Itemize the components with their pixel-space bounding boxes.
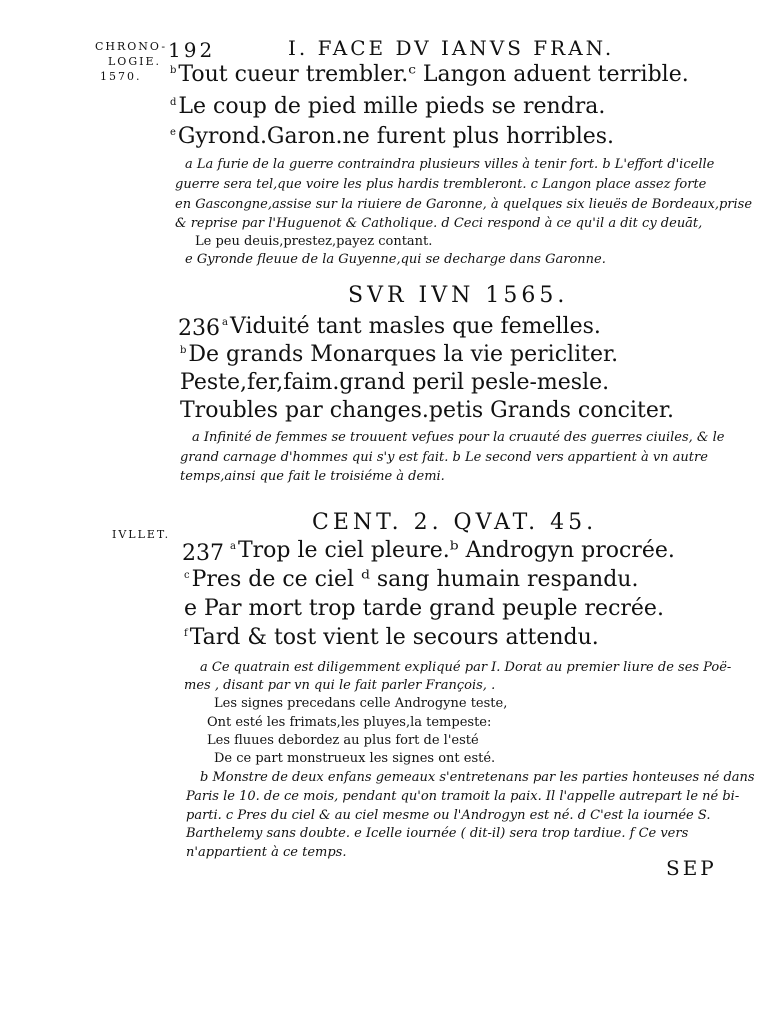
margin-chronologie-cont: LOGIE. <box>108 55 161 68</box>
section-title: CENT. 2. QVAT. 45. <box>312 510 598 535</box>
commentary-line: grand carnage d'hommes qui s'y est fait. b Le second vers appartient à vn autre <box>180 450 708 465</box>
commentary-line: Paris le 10. de ce mois, pendant qu'on tramoit la paix. Il l'appelle autrepart le né bi- <box>186 789 740 804</box>
commentary-line: temps,ainsi que fait le troisiéme à demi. <box>180 469 445 484</box>
quoted-verse: Les signes precedans celle Androgyne teste, <box>214 696 508 711</box>
quatrain-number: 236 <box>178 316 220 341</box>
commentary-line: Barthelemy sans doubte. e Icelle iournée ( dit-il) sera trop tardiue. f Ce vers <box>186 826 689 841</box>
commentary-line: n'appartient à ce temps. <box>186 845 347 860</box>
margin-chronologie: CHRONO- <box>95 40 168 53</box>
margin-month: IVLLET. <box>112 528 171 541</box>
verse-line: $^b$Tout cueur trembler.ᶜ Langon aduent terrible. <box>170 62 689 87</box>
quoted-verse: Les fluues debordez au plus fort de l'esté <box>207 733 479 748</box>
commentary-line: a Ce quatrain est diligemment expliqué par I. Dorat au premier liure de ses Poë- <box>200 660 732 675</box>
commentary-line: mes , disant par vn qui le fait parler François, . <box>184 678 496 693</box>
verse-line: e Par mort trop tarde grand peuple recrée. <box>184 596 664 621</box>
verse-line: $^b$De grands Monarques la vie pericliter. <box>180 342 619 367</box>
section-title: SVR IVN 1565. <box>348 283 569 308</box>
commentary-line: a Infinité de femmes se trouuent vefues pour la cruauté des guerres ciuiles, & le <box>192 430 725 445</box>
quoted-verse: De ce part monstrueux les signes ont esté. <box>214 751 496 766</box>
verse-line: $^a$Trop le ciel pleure.ᵇ Androgyn procrée. <box>230 538 675 563</box>
verse-line: $^c$Pres de ce ciel ᵈ sang humain respandu. <box>184 567 639 592</box>
verse-line: $^d$Le coup de pied mille pieds se rendra. <box>170 94 606 119</box>
verse-line: Troubles par changes.petis Grands conciter. <box>180 398 674 423</box>
commentary-line: & reprise par l'Huguenot & Catholique. d Ceci respond à ce qu'il a dit cy deuāt, <box>175 216 703 231</box>
quoted-verse: Le peu deuis,prestez,payez contant. <box>195 234 433 249</box>
commentary-line: en Gascongne,assise sur la riuiere de Garonne, à quelques six lieuës de Bordeaux,prise <box>175 197 753 212</box>
commentary-line: parti. c Pres du ciel & au ciel mesme ou l'Androgyn est né. d C'est la iournée S. <box>186 808 711 823</box>
verse-line: $^e$Gyrond.Garon.ne furent plus horribles. <box>170 124 615 149</box>
commentary-line: guerre sera tel,que voire les plus hardis trembleront. c Langon place assez forte <box>175 177 707 192</box>
page-number: 192 <box>168 38 216 62</box>
commentary-line: a La furie de la guerre contraindra plusieurs villes à tenir fort. b L'effort d'icelle <box>185 157 715 172</box>
verse-line: $^a$Viduité tant masles que femelles. <box>222 314 601 339</box>
verse-line: Peste,fer,faim.grand peril pesle-mesle. <box>180 370 610 395</box>
quatrain-number: 237 <box>182 541 224 566</box>
quoted-verse: Ont esté les frimats,les pluyes,la tempeste: <box>207 715 492 730</box>
margin-year: 1570. <box>100 70 142 83</box>
commentary-line: b Monstre de deux enfans gemeaux s'entretenans par les parties honteuses né dans <box>200 770 755 785</box>
verse-line: $^f$Tard & tost vient le secours attendu. <box>184 625 599 650</box>
catchword: SEP <box>666 856 717 880</box>
commentary-line: e Gyronde fleuue de la Guyenne,qui se decharge dans Garonne. <box>185 252 606 267</box>
running-title: I. FACE DV IANVS FRAN. <box>288 36 615 60</box>
